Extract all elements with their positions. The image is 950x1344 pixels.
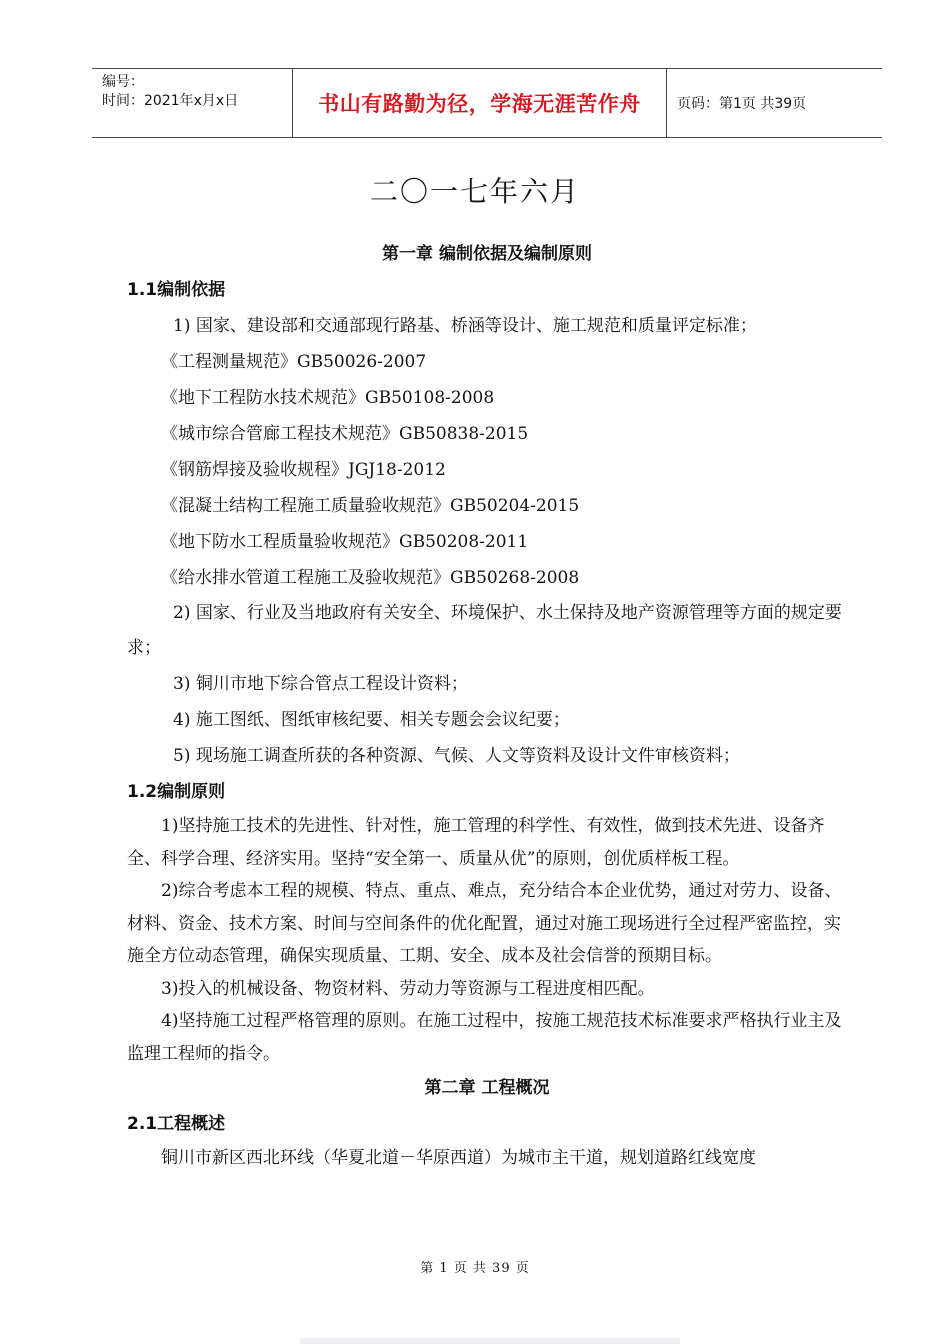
chapter-2-heading: 第二章 工程概况 — [424, 1078, 550, 1098]
document-title: 二〇一七年六月 — [369, 175, 580, 208]
standard-item: 《地下工程防水技术规范》GB50108-2008 — [161, 388, 495, 408]
document-header — [92, 68, 882, 138]
section-1-2-heading: 1.2编制原则 — [127, 782, 226, 802]
principle-item: 3)投入的机械设备、物资材料、劳动力等资源与工程进度相匹配。 — [161, 978, 655, 999]
chapter-1-heading: 第一章 编制依据及编制原则 — [382, 244, 592, 264]
bottom-divider — [300, 1338, 680, 1344]
header-meta — [92, 69, 293, 137]
basis-item-3: 3) 铜川市地下综合管点工程设计资料； — [173, 674, 468, 694]
number-label: 编号： — [102, 74, 144, 90]
document-body — [127, 236, 847, 1175]
header-slogan: 书山有路勤为径，学海无涯苦作舟 — [293, 69, 667, 137]
standard-item: 《工程测量规范》GB50026-2007 — [161, 352, 427, 372]
basis-item-4: 4) 施工图纸、图纸审核纪要、相关专题会会议纪要； — [173, 710, 570, 730]
header-page-code: 页码：第1页 共39页 — [677, 96, 807, 112]
principle-item: 4)坚持施工过程严格管理的原则。在施工过程中，按施工规范技术标准要求严格执行业主及监理工程师的指令。 — [127, 1011, 842, 1064]
basis-item-1: 1) 国家、建设部和交通部现行路基、桥涵等设计、施工规范和质量评定标准； — [173, 316, 757, 336]
overview-text: 铜川市新区西北环线（华夏北道－华原西道）为城市主干道，规划道路红线宽度 — [161, 1148, 756, 1168]
standard-item: 《地下防水工程质量验收规范》GB50208-2011 — [161, 532, 529, 552]
section-1-1-heading: 1.1编制依据 — [127, 280, 226, 300]
standard-item: 《钢筋焊接及验收规程》JGJ18-2012 — [161, 460, 446, 480]
page-footer: 第 1 页 共 39 页 — [420, 1261, 530, 1276]
section-2-1-heading: 2.1工程概述 — [127, 1114, 226, 1134]
standard-item: 《混凝土结构工程施工质量验收规范》GB50204-2015 — [161, 496, 580, 516]
standard-item: 《城市综合管廊工程技术规范》GB50838-2015 — [161, 424, 529, 444]
standard-item: 《给水排水管道工程施工及验收规范》GB50268-2008 — [161, 568, 580, 588]
basis-item-2: 2) 国家、行业及当地政府有关安全、环境保护、水土保持及地产资源管理等方面的规定要求； — [127, 603, 842, 658]
principle-item: 2)综合考虑本工程的规模、特点、重点、难点，充分结合本企业优势，通过对劳力、设备、材料、资金、技术方案、时间与空间条件的优化配置，通过对施工现场进行全过程严密监控，实施全方位动态管理，确保实现质量、工期、安全、成本及社会信誉的预期目标。 — [127, 881, 842, 966]
basis-item-5: 5) 现场施工调查所获的各种资源、气候、人文等资料及设计文件审核资料； — [173, 746, 740, 766]
principle-item: 1)坚持施工技术的先进性、针对性，施工管理的科学性、有效性，做到技术先进、设备齐全、科学合理、经济实用。坚持“安全第一、质量从优”的原则，创优质样板工程。 — [127, 816, 825, 869]
time-label: 时间：2021年x月x日 — [102, 93, 239, 109]
